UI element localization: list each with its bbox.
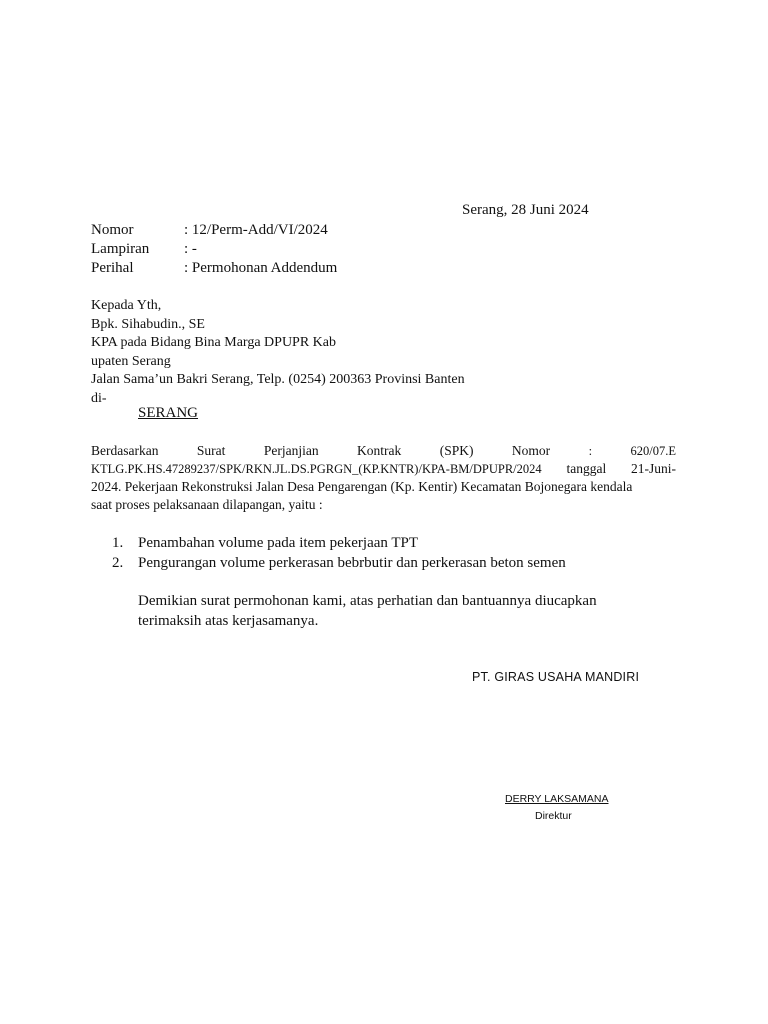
- list-item-text: Penambahan volume pada item pekerjaan TPT: [138, 535, 419, 551]
- meta-perihal-label: Perihal: [91, 260, 134, 276]
- paragraph-line-2: [91, 460, 676, 478]
- meta-lampiran-value: : -: [184, 241, 197, 257]
- paragraph-word: 620/07.E: [630, 444, 676, 458]
- meta-nomor-value: : 12/Perm-Add/VI/2024: [184, 222, 328, 238]
- request-list: [112, 534, 566, 573]
- closing-paragraph: [138, 591, 597, 631]
- list-item-number: 1.: [112, 535, 124, 551]
- recipient-city: SERANG: [138, 405, 199, 421]
- meta-nomor-label: Nomor: [91, 222, 134, 238]
- list-item-number: 2.: [112, 554, 124, 571]
- recipient-greeting: Kepada Yth,: [91, 298, 162, 313]
- paragraph-line-1: [91, 442, 676, 460]
- paragraph-word: :: [588, 444, 593, 458]
- recipient-position-line2: upaten Serang: [91, 353, 171, 369]
- spk-number: KTLG.PK.HS.47289237/SPK/RKN.JL.DS.PGRGN_(KP.KNTR)/KPA-BM/DPUPR/2024: [91, 462, 542, 476]
- signer-role: Direktur: [535, 810, 572, 822]
- paragraph-word: 21-Juni-: [630, 461, 676, 476]
- recipient-position-line1: KPA pada Bidang Bina Marga DPUPR Kab: [91, 335, 336, 350]
- meta-nomor: [91, 222, 328, 239]
- recipient-di: di-: [91, 390, 107, 406]
- company-name: PT. GIRAS USAHA MANDIRI: [472, 670, 640, 684]
- meta-perihal-value: : Permohonan Addendum: [184, 260, 338, 276]
- paragraph-line-3: 2024. Pekerjaan Rekonstruksi Jalan Desa Pengarengan (Kp. Kentir) Kecamatan Bojonegara kendala: [91, 479, 633, 494]
- list-item: [112, 554, 566, 574]
- meta-lampiran-label: Lampiran: [91, 241, 150, 257]
- paragraph-word: (SPK): [439, 443, 474, 458]
- paragraph-word: Berdasarkan: [91, 443, 159, 458]
- body-paragraph: [91, 442, 676, 514]
- paragraph-line-4: saat proses pelaksanaan dilapangan, yaitu :: [91, 497, 323, 512]
- recipient-name: Bpk. Sihabudin., SE: [91, 316, 205, 332]
- paragraph-word: Surat: [196, 443, 226, 458]
- recipient-block: [91, 297, 465, 408]
- list-item: [112, 534, 566, 554]
- meta-perihal: [91, 260, 337, 277]
- recipient-address: Jalan Sama’un Bakri Serang, Telp. (0254) 200363 Provinsi Banten: [91, 372, 465, 387]
- paragraph-word: tanggal: [566, 461, 607, 476]
- paragraph-word: Nomor: [511, 443, 551, 458]
- closing-line-1: Demikian surat permohonan kami, atas perhatian dan bantuannya diucapkan: [138, 593, 597, 609]
- signer-name: DERRY LAKSAMANA: [505, 793, 609, 805]
- list-item-text: Pengurangan volume perkerasan bebrbutir dan perkerasan beton semen: [138, 554, 566, 571]
- letter-date: Serang, 28 Juni 2024: [462, 202, 589, 218]
- paragraph-word: Perjanjian: [263, 443, 319, 458]
- meta-lampiran: [91, 241, 197, 258]
- paragraph-word: Kontrak: [357, 443, 402, 458]
- closing-line-2: terimaksih atas kerjasamanya.: [138, 613, 319, 629]
